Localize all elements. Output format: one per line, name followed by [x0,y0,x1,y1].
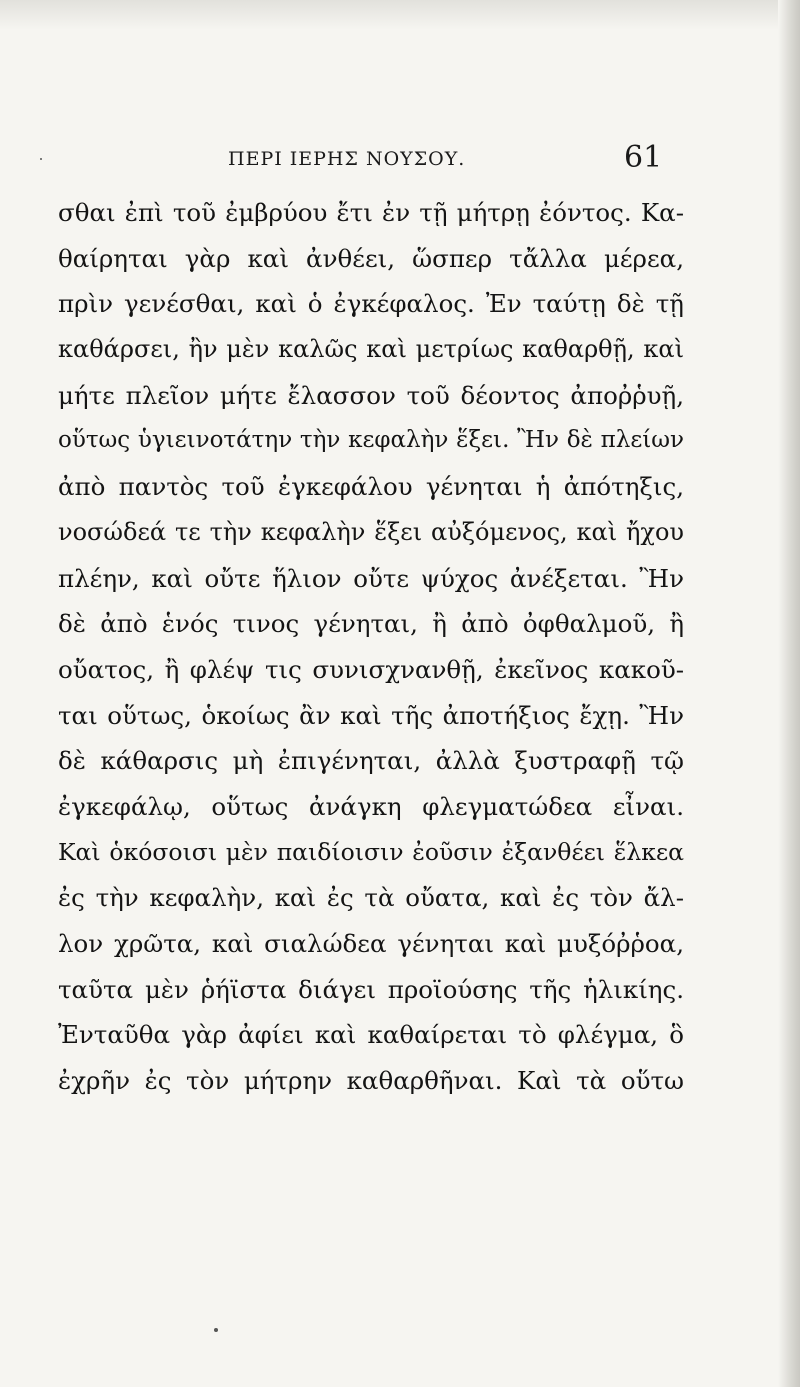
body-text [58,190,684,1104]
text-line: θαίρηται γὰρ καὶ ἀνθέει, ὥσπερ τἄλλα μέρεα, [58,243,684,273]
text-line: ἐχρῆν ἐς τὸν μήτρην καθαρθῆναι. Καὶ τὰ οὕτω [58,1066,684,1096]
page-top-shading [0,0,800,30]
text-line: πλέην, καὶ οὔτε ἥλιον οὔτε ψύχος ἀνέξεται. Ἢν [58,563,684,593]
running-title: ΠΕΡΙ ΙΕΡΗΣ ΝΟΥΣΟΥ. [228,148,466,170]
text-line: ται οὕτως, ὁκοίως ἂν καὶ τῆς ἀποτήξιος ἔχῃ. Ἢν [58,700,684,730]
paper-speck [40,158,42,160]
text-line: οὕτως ὑγιεινοτάτην τὴν κεφαλὴν ἕξει. Ἢν δὲ πλείων [58,427,684,454]
page-edge-shading [778,0,800,1387]
text-line: ταῦτα μὲν ῥήϊστα διάγει προϊούσης τῆς ἡλικίης. [58,974,684,1004]
text-line: ἐγκεφάλῳ, οὕτως ἀνάγκη φλεγματώδεα εἶναι. [58,791,684,821]
text-line: οὔατος, ἢ φλέψ τις συνισχνανθῇ, ἐκεῖνος κακοῦ- [58,654,684,684]
text-line: καθάρσει, ἢν μὲν καλῶς καὶ μετρίως καθαρθῇ, καὶ [58,335,684,364]
text-line: πρὶν γενέσθαι, καὶ ὁ ἐγκέφαλος. Ἐν ταύτῃ δὲ τῇ [58,289,684,319]
text-line: μήτε πλεῖον μήτε ἔλασσον τοῦ δέοντος ἀποῤῥυῇ, [58,380,684,410]
text-line: δὲ κάθαρσις μὴ ἐπιγένηται, ἀλλὰ ξυστραφῇ τῷ [58,746,684,776]
page-number: 61 [624,140,663,175]
text-line: λον χρῶτα, καὶ σιαλώδεα γένηται καὶ μυξόῤῥοα, [58,929,684,958]
running-head [0,140,800,180]
text-line: Καὶ ὁκόσοισι μὲν παιδίοισιν ἐοῦσιν ἐξανθέει ἕλκεα [58,837,684,866]
text-line: δὲ ἀπὸ ἑνός τινος γένηται, ἢ ἀπὸ ὀφθαλμοῦ, ἢ [58,609,684,639]
text-line: σθαι ἐπὶ τοῦ ἐμβρύου ἔτι ἐν τῇ μήτρῃ ἐόντος. Κα- [58,198,684,227]
text-line: νοσώδεά τε τὴν κεφαλὴν ἕξει αὐξόμενος, καὶ ἤχου [58,517,684,546]
paper-speck [214,1328,218,1332]
text-line: ἐς τὴν κεφαλὴν, καὶ ἐς τὰ οὔατα, καὶ ἐς τὸν ἄλ- [58,883,684,913]
text-line: Ἐνταῦθα γὰρ ἀφίει καὶ καθαίρεται τὸ φλέγμα, ὃ [58,1020,684,1050]
text-line: ἀπὸ παντὸς τοῦ ἐγκεφάλου γένηται ἡ ἀπότηξις, [58,472,684,502]
